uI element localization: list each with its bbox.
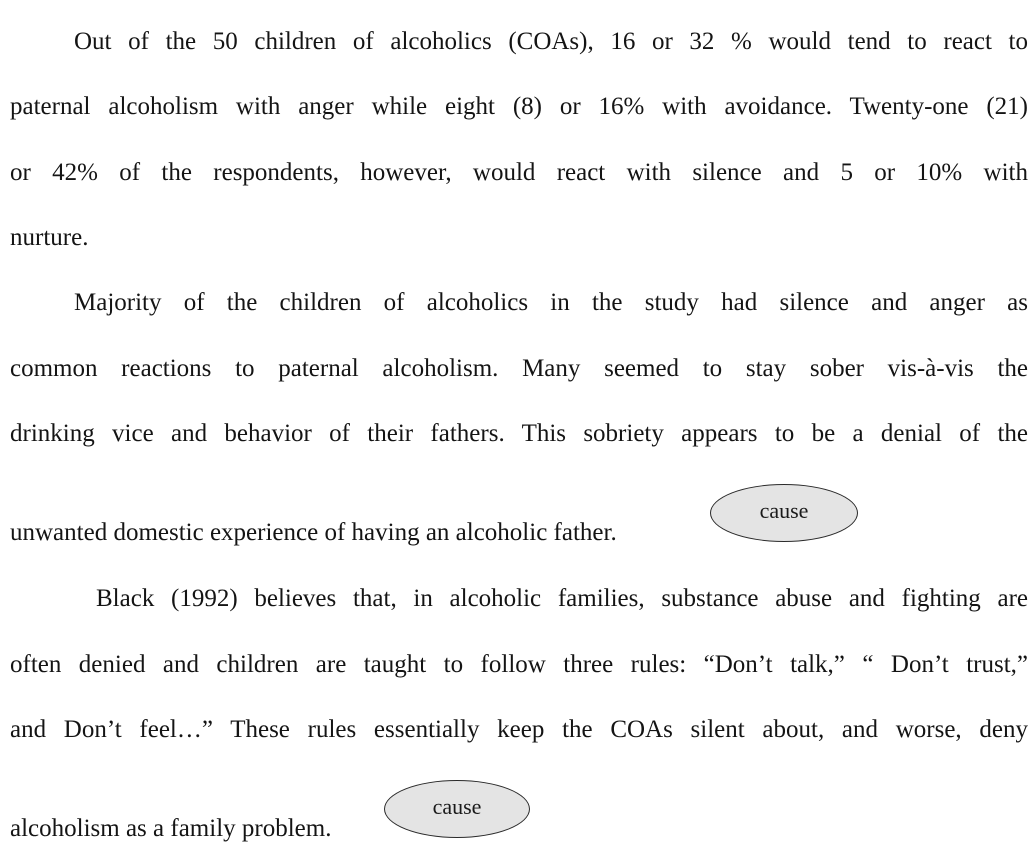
paragraph-1-line-3: or 42% of the respondents, however, would react with silence and 5 or 10% with — [10, 159, 1028, 186]
cause-annotation-bubble: cause — [710, 484, 858, 542]
paragraph-3-line-3: and Don’t feel…” These rules essentially keep the COAs silent about, and worse, deny — [10, 716, 1028, 743]
paragraph-1-line-2: paternal alcoholism with anger while eight (8) or 16% with avoidance. Twenty-one (21) — [10, 93, 1028, 120]
paragraph-3-line-1: Black (1992) believes that, in alcoholic families, substance abuse and fighting are — [96, 585, 1028, 612]
paragraph-2-line-1: Majority of the children of alcoholics in the study had silence and anger as — [74, 289, 1028, 316]
paragraph-3-line-4: alcoholism as a family problem. — [10, 815, 332, 842]
cause-annotation-bubble: cause — [384, 780, 530, 838]
paragraph-3-line-2: often denied and children are taught to follow three rules: “Don’t talk,” “ Don’t trust,” — [10, 651, 1028, 678]
paragraph-2-line-4: unwanted domestic experience of having an alcoholic father. — [10, 519, 617, 546]
paragraph-1-line-4: nurture. — [10, 224, 89, 251]
paragraph-2-line-2: common reactions to paternal alcoholism. Many seemed to stay sober vis-à-vis the — [10, 355, 1028, 382]
paragraph-2-line-3: drinking vice and behavior of their fathers. This sobriety appears to be a denial of the — [10, 420, 1028, 447]
paragraph-1-line-1: Out of the 50 children of alcoholics (COAs), 16 or 32 % would tend to react to — [74, 28, 1028, 55]
